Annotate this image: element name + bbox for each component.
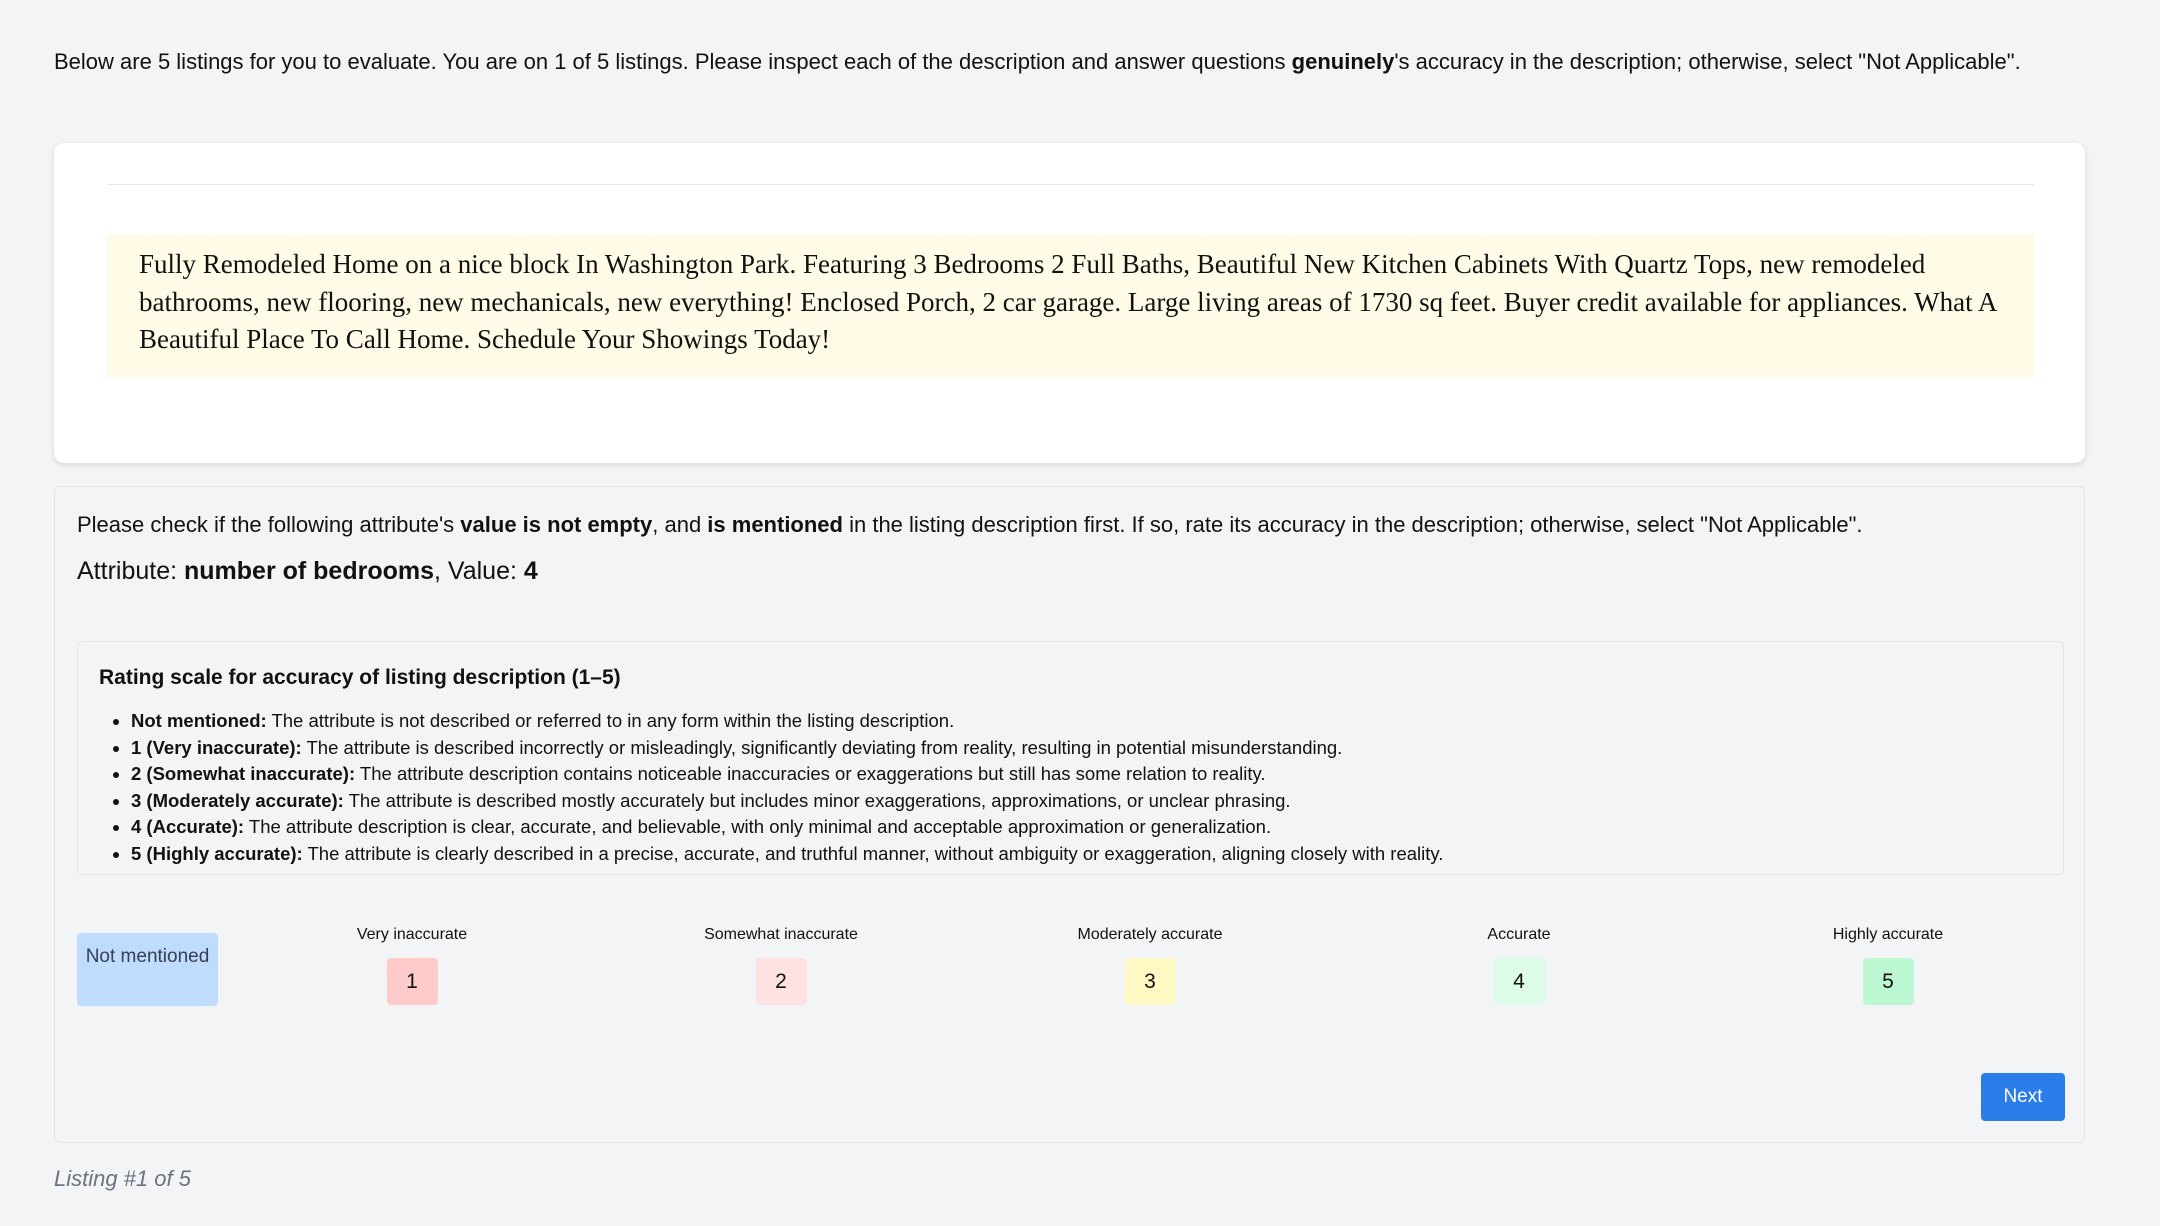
attribute-line bbox=[77, 553, 538, 589]
rating-label: Very inaccurate bbox=[356, 926, 468, 943]
next-button[interactable]: Next bbox=[1981, 1073, 2065, 1121]
scale-item bbox=[131, 788, 1443, 815]
rating-button-4[interactable]: 4 bbox=[1494, 958, 1545, 1005]
scale-term: 5 (Highly accurate): bbox=[131, 842, 303, 864]
instr-bold2: is mentioned bbox=[707, 512, 843, 537]
scale-text: The attribute is described incorrectly or misleadingly, significantly deviating from reality, resulting in potential misunderstanding. bbox=[301, 736, 1343, 758]
question-instructions bbox=[77, 509, 2057, 541]
rating-label: Somewhat inaccurate bbox=[704, 926, 858, 943]
rating-option-4 bbox=[1409, 924, 1629, 1005]
scale-text: The attribute is clearly described in a precise, accurate, and truthful manner, without ambiguity or exaggeration, aligning closely with reality. bbox=[302, 842, 1444, 864]
rating-option-5 bbox=[1778, 924, 1998, 1005]
rating-label: Highly accurate bbox=[1832, 926, 1944, 943]
divider bbox=[107, 184, 2034, 185]
rating-option-1 bbox=[302, 924, 522, 1005]
instr-part1: Please check if the following attribute's bbox=[77, 512, 461, 537]
scale-term: 1 (Very inaccurate): bbox=[131, 736, 302, 758]
rating-button-2[interactable]: 2 bbox=[756, 958, 807, 1005]
rating-scale-list bbox=[99, 708, 1443, 867]
scale-text: The attribute description is clear, accurate, and believable, with only minimal and acceptable approximation or generalization. bbox=[244, 816, 1272, 837]
rating-button-5[interactable]: 5 bbox=[1863, 958, 1914, 1005]
scale-term: Not mentioned: bbox=[131, 710, 267, 731]
question-panel bbox=[54, 486, 2085, 1143]
intro-before: Below are 5 listings for you to evaluate. You are on 1 of 5 listings. Please inspect each of the description and answer questions bbox=[54, 49, 1292, 74]
instr-part3: in the listing description first. If so, rate its accuracy in the description; otherwise, select "Not Applicable". bbox=[842, 512, 1863, 537]
attribute-name: number of bedrooms bbox=[184, 557, 435, 585]
scale-text: The attribute is not described or referred to in any form within the listing description. bbox=[266, 710, 955, 731]
rating-scale-box bbox=[77, 641, 2064, 875]
listing-description: Fully Remodeled Home on a nice block In Washington Park. Featuring 3 Bedrooms 2 Full Baths, Beautiful New Kitchen Cabinets With Quartz Tops, new remodeled bathrooms, new flooring, new mechanicals, new everything! Enclosed Porch, 2 car garage. Large living areas of 1730 sq feet. Buyer credit available for appliances. What A Beautiful Place To Call Home. Schedule Your Showings Today! bbox=[107, 234, 2034, 378]
instr-bold1: value is not empty bbox=[460, 512, 653, 537]
listing-counter: Listing #1 of 5 bbox=[54, 1166, 191, 1191]
instr-part2: , and bbox=[652, 512, 708, 537]
not-mentioned-button[interactable]: Not mentioned bbox=[77, 933, 218, 1006]
intro-bold: genuinely bbox=[1291, 49, 1395, 74]
scale-text: The attribute description contains noticeable inaccuracies or exaggerations but still has some relation to reality. bbox=[355, 763, 1266, 784]
rating-option-2 bbox=[671, 924, 891, 1005]
scale-item bbox=[131, 761, 1443, 788]
rating-label: Accurate bbox=[1487, 926, 1551, 943]
rating-option-3 bbox=[1040, 924, 1260, 1005]
rating-scale-title: Rating scale for accuracy of listing description (1–5) bbox=[99, 666, 621, 689]
scale-term: 3 (Moderately accurate): bbox=[131, 789, 344, 811]
attribute-value: 4 bbox=[523, 557, 538, 585]
value-prefix: , Value: bbox=[434, 557, 524, 585]
scale-item bbox=[131, 814, 1443, 841]
scale-term: 2 (Somewhat inaccurate): bbox=[131, 763, 356, 784]
scale-term: 4 (Accurate): bbox=[131, 816, 245, 837]
scale-item bbox=[131, 841, 1443, 868]
scale-item bbox=[131, 735, 1443, 762]
listing-card bbox=[54, 143, 2085, 463]
intro-text bbox=[54, 46, 2054, 78]
intro-after: 's accuracy in the description; otherwise, select "Not Applicable". bbox=[1394, 49, 2021, 74]
scale-item bbox=[131, 708, 1443, 735]
rating-label: Moderately accurate bbox=[1077, 926, 1223, 943]
attribute-prefix: Attribute: bbox=[77, 557, 184, 585]
rating-button-3[interactable]: 3 bbox=[1125, 958, 1176, 1005]
rating-button-1[interactable]: 1 bbox=[387, 958, 438, 1005]
scale-text: The attribute is described mostly accurately but includes minor exaggerations, approximations, or unclear phrasing. bbox=[343, 789, 1291, 811]
